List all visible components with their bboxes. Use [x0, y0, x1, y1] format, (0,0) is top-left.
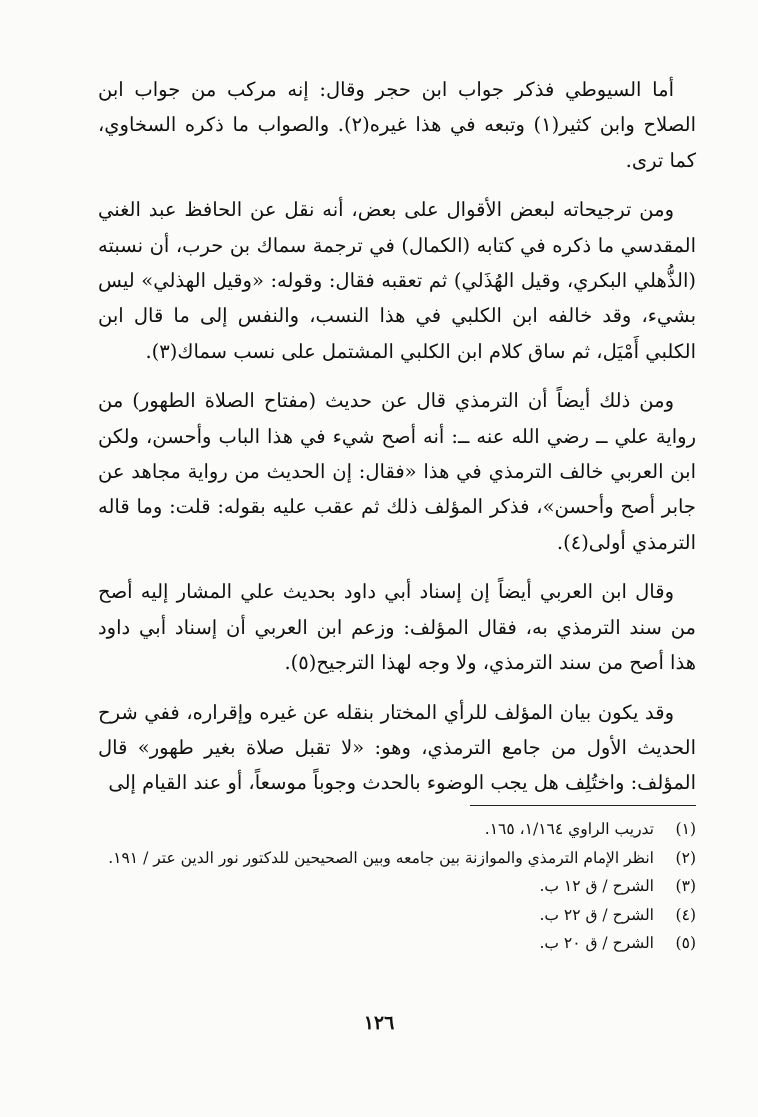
- footnote-text: تدريب الراوي ١/١٦٤، ١٦٥.: [484, 820, 654, 838]
- footnote: [100, 872, 696, 901]
- main-text: [98, 72, 696, 815]
- footnote-text: انظر الإمام الترمذي والموازنة بين جامعه وبين الصحيحين للدكتور نور الدين عتر / ١٩١.: [108, 848, 654, 867]
- footnote: [100, 901, 696, 930]
- footnote: [100, 815, 696, 844]
- footnote-text: الشرح / ق ١٢ ب.: [539, 877, 654, 895]
- paragraph: وقال ابن العربي أيضاً إن إسناد أبي داود بحديث علي المشار إليه أصح من سند الترمذي به، فقال المؤلف: وزعم ابن العربي أن إسناد أبي داود هذا أصح من سند الترمذي، ولا وجه لهذا الترجيح(٥).: [98, 580, 696, 675]
- footnote-number: (٣): [675, 877, 696, 895]
- paragraph: ومن ترجيحاته لبعض الأقوال على بعض، أنه نقل عن الحافظ عبد الغني المقدسي ما ذكره في كتابه (الكمال) في ترجمة سماك بن حرب، أن نسبته (الذُّهلي البكري، وقيل الهُذَلي) ثم تعقبه فقال: وقوله: «وقيل الهذلي» ليس بشيء، وقد خالفه ابن الكلبي في هذا النسب، والنفس إلى ما قال ابن الكلبي أَمْيَل، ثم ساق كلام ابن الكلبي المشتمل على نسب سماك(٣).: [98, 198, 696, 363]
- footnote-number: (٢): [675, 848, 696, 867]
- footnote-number: (٥): [675, 934, 696, 952]
- footnote-text: الشرح / ق ٢٠ ب.: [539, 934, 654, 952]
- page-number: ١٢٦: [363, 1012, 395, 1034]
- paragraph: وقد يكون بيان المؤلف للرأي المختار بنقله عن غيره وإقراره، ففي شرح الحديث الأول من جامع الترمذي، وهو: «لا تقبل صلاة بغير طهور» قال المؤلف: واختُلِف هل يجب الوضوء بالحدث وجوباً موسعاً، أو عند القيام إلى: [98, 700, 696, 795]
- footnote-separator: [470, 805, 696, 806]
- paragraph: ومن ذلك أيضاً أن الترمذي قال عن حديث (مفتاح الصلاة الطهور) من رواية علي ــ رضي الله عنه ــ: أنه أصح شيء في هذا الباب وأحسن، ولكن ابن العربي خالف الترمذي في هذا «فقال: إن الحديث من رواية مجاهد عن جابر أصح وأحسن»، فذكر المؤلف ذلك ثم عقب عليه بقوله: قلت: وما قاله الترمذي أولى(٤).: [98, 389, 696, 554]
- footnote-text: الشرح / ق ٢٢ ب.: [539, 905, 654, 924]
- footnote-number: (١): [675, 820, 696, 838]
- footnote: [100, 929, 696, 958]
- footnote: [100, 844, 696, 873]
- paragraph: أما السيوطي فذكر جواب ابن حجر وقال: إنه مركب من جواب ابن الصلاح وابن كثير(١) وتبعه في هذا غيره(٢). والصواب ما ذكره السخاوي، كما ترى.: [98, 78, 696, 172]
- footnotes: [100, 815, 696, 958]
- footnote-number: (٤): [675, 905, 696, 924]
